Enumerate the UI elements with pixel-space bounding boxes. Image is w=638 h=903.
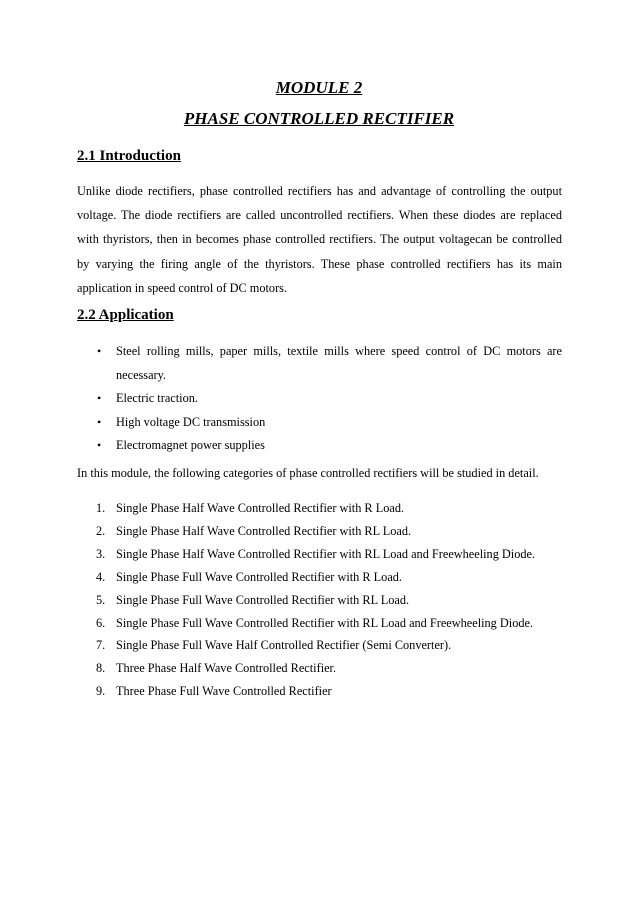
bullet-icon: • [97,391,102,405]
list-item-text: Steel rolling mills, paper mills, textile mills where speed control of DC motors are necessary. [116,344,562,382]
introduction-paragraph: Unlike diode rectifiers, phase controlled rectifiers has and advantage of controlling the output voltage. The diode rectifiers are called uncontrolled rectifiers. When these diodes are replaced with thyristors, then in becomes phase controlled rectifiers. The output voltagecan be controlled by varying the firing angle of the thyristors. These phase controlled rectifiers has its main application in speed control of DC motors. [77,184,562,295]
list-item-text: High voltage DC transmission [116,414,266,429]
list-item [77,434,562,458]
list-number: 6. [96,615,106,630]
list-item-text: Electromagnet power supplies [116,438,265,452]
list-item [77,543,577,566]
module-subtitle: PHASE CONTROLLED RECTIFIER [183,109,455,128]
list-number: 4. [96,569,106,584]
categories-list [77,497,577,703]
list-item [77,680,577,703]
list-number: 3. [96,546,106,561]
list-item-text: Single Phase Half Wave Controlled Rectifier with RL Load. [116,523,412,538]
list-item-text: Electric traction. [116,391,198,405]
list-item [77,634,577,657]
list-number: 2. [96,523,106,538]
list-number: 8. [96,661,106,676]
list-number: 7. [96,638,106,653]
bullet-icon: • [97,438,102,452]
categories-intro: In this module, the following categories of phase controlled rectifiers will be studied in detail. [77,466,539,480]
list-item-text: Single Phase Half Wave Controlled Rectifier with RL Load and Freewheeling Diode. [116,546,536,561]
list-item [77,340,562,387]
introduction-heading: 2.1 Introduction [77,148,181,164]
module-title: MODULE 2 [275,78,363,97]
list-item [77,589,577,612]
list-number: 5. [96,592,106,607]
list-item [77,657,577,680]
application-heading: 2.2 Application [77,307,174,323]
list-item-text: Single Phase Full Wave Half Controlled Rectifier (Semi Converter). [116,638,452,653]
bullet-icon: • [97,414,102,429]
list-item-text: Three Phase Full Wave Controlled Rectifier [116,684,332,699]
list-item-text: Single Phase Full Wave Controlled Rectifier with RL Load and Freewheeling Diode. [116,615,534,630]
list-number: 9. [96,684,106,699]
list-item [77,497,577,520]
list-item [77,387,562,411]
list-item-text: Single Phase Half Wave Controlled Rectifier with R Load. [116,501,405,515]
bullet-icon: • [97,344,102,358]
list-item-text: Single Phase Full Wave Controlled Rectifier with RL Load. [116,592,410,607]
list-item [77,566,577,589]
list-number: 1. [96,501,106,515]
list-item [77,520,577,543]
list-item [77,411,562,435]
application-list [77,340,562,458]
list-item [77,612,577,635]
list-item-text: Single Phase Full Wave Controlled Rectifier with R Load. [116,569,403,584]
list-item-text: Three Phase Half Wave Controlled Rectifier. [116,661,337,676]
